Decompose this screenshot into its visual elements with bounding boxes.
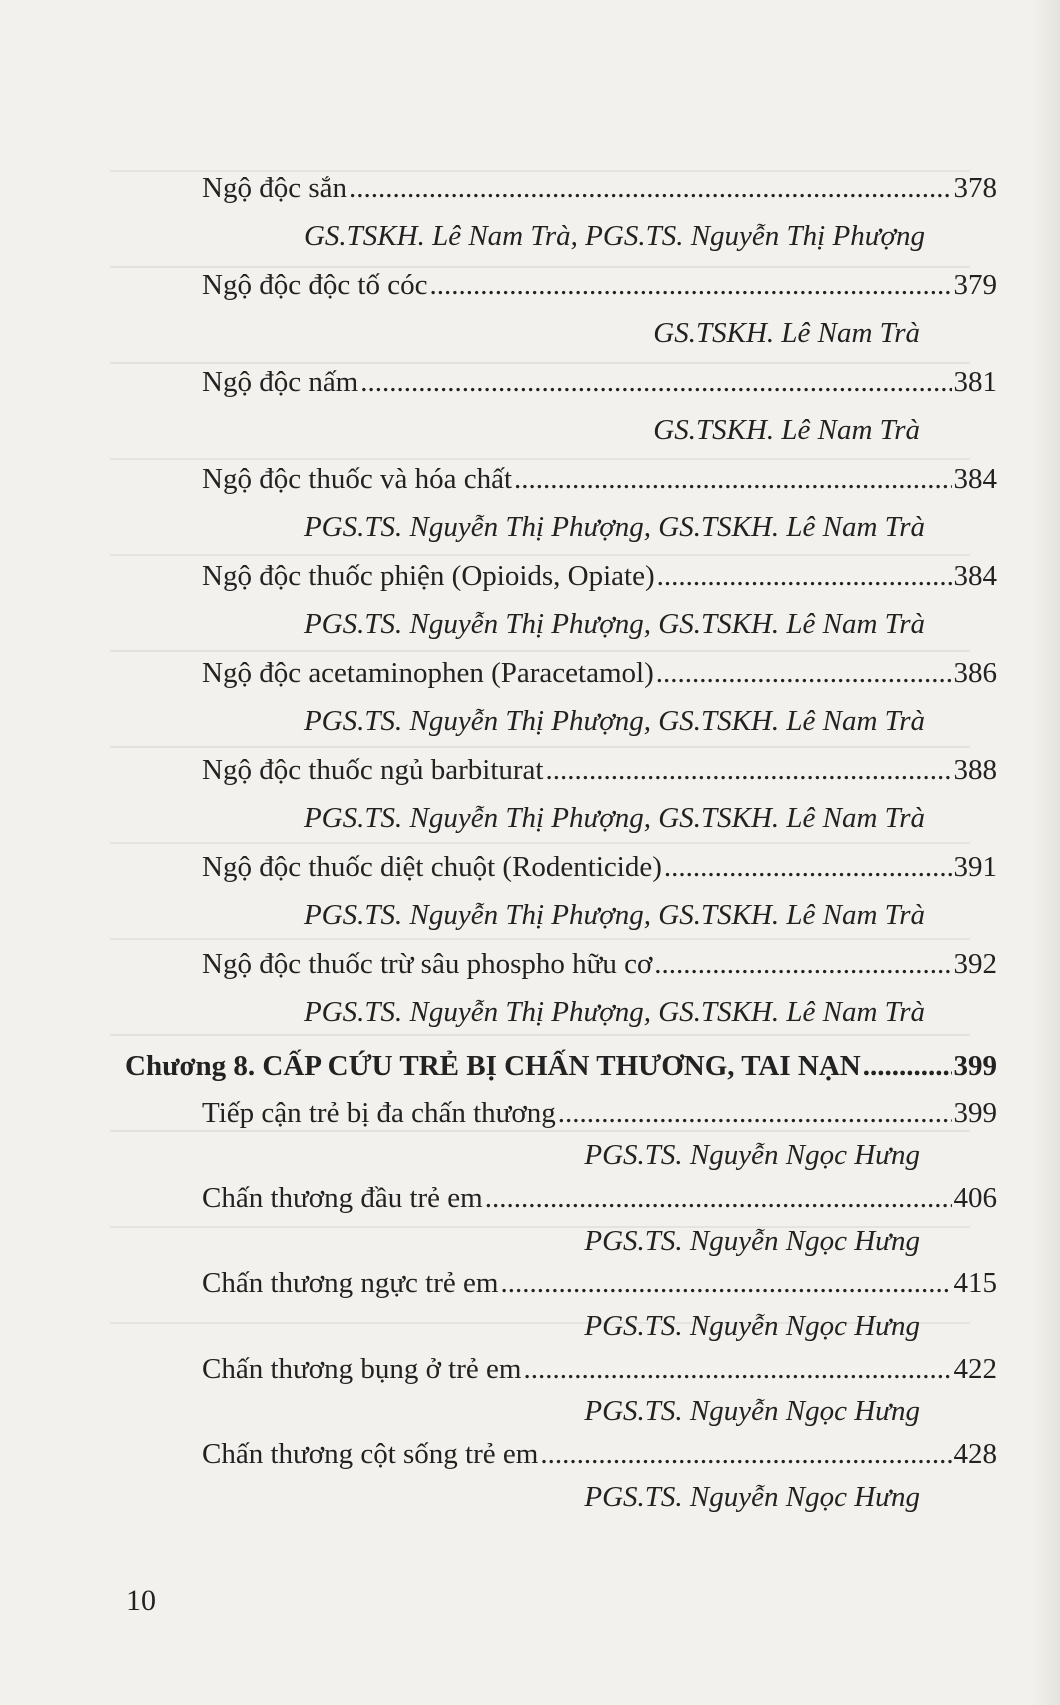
dot-leader: [657, 560, 952, 593]
entry-page: 415: [953, 1267, 997, 1299]
dot-leader: [558, 1097, 952, 1130]
entry-author: PGS.TS. Nguyễn Thị Phượng, GS.TSKH. Lê Nam Trà: [303, 899, 925, 931]
entry-author: PGS.TS. Nguyễn Ngọc Hưng: [584, 1139, 920, 1171]
entry-title: Chấn thương ngực trẻ em: [202, 1267, 499, 1299]
entry-author: PGS.TS. Nguyễn Thị Phượng, GS.TSKH. Lê Nam Trà: [303, 705, 925, 737]
dot-leader: [500, 1267, 951, 1300]
entry-title: Chấn thương bụng ở trẻ em: [202, 1353, 522, 1385]
entry-page: 379: [953, 269, 997, 301]
entry-title: Tiếp cận trẻ bị đa chấn thương: [202, 1097, 556, 1129]
entry-title: Ngộ độc độc tố cóc: [202, 269, 428, 301]
dot-leader: [430, 269, 952, 302]
dot-leader: [360, 366, 951, 399]
entry-author: PGS.TS. Nguyễn Ngọc Hưng: [584, 1395, 920, 1427]
entry-page: 388: [953, 754, 997, 786]
entry-title: Ngộ độc sắn: [202, 172, 347, 204]
entry-author: PGS.TS. Nguyễn Thị Phượng, GS.TSKH. Lê Nam Trà: [303, 608, 925, 640]
toc-entry: [202, 269, 997, 302]
entry-page: 391: [953, 851, 997, 883]
entry-author: PGS.TS. Nguyễn Thị Phượng, GS.TSKH. Lê Nam Trà: [303, 996, 925, 1028]
entry-author: PGS.TS. Nguyễn Ngọc Hưng: [584, 1310, 920, 1342]
dot-leader: [485, 1182, 952, 1215]
toc-entry: [202, 1438, 997, 1471]
entry-page: 384: [953, 560, 997, 592]
chapter-heading: [125, 1050, 997, 1083]
entry-page: 378: [953, 172, 997, 204]
dot-leader: [349, 172, 952, 205]
entry-title: Ngộ độc thuốc trừ sâu phospho hữu cơ: [202, 948, 653, 980]
dot-leader: [540, 1438, 951, 1471]
chapter-title: Chương 8. CẤP CỨU TRẺ BỊ CHẤN THƯƠNG, TAI NẠN: [125, 1050, 861, 1082]
entry-page: 384: [953, 463, 997, 495]
entry-title: Ngộ độc thuốc và hóa chất: [202, 463, 513, 495]
toc-entry: [202, 1353, 997, 1386]
entry-author: PGS.TS. Nguyễn Thị Phượng, GS.TSKH. Lê Nam Trà: [303, 511, 925, 543]
entry-page: 381: [953, 366, 997, 398]
toc-entry: [202, 1182, 997, 1215]
entry-author: PGS.TS. Nguyễn Thị Phượng, GS.TSKH. Lê Nam Trà: [303, 802, 925, 834]
dot-leader: [863, 1050, 952, 1083]
dot-leader: [656, 657, 952, 690]
chapter-page: 399: [953, 1050, 997, 1082]
toc-entry: [202, 657, 997, 690]
entry-author: PGS.TS. Nguyễn Ngọc Hưng: [584, 1481, 920, 1513]
dot-leader: [523, 1353, 951, 1386]
toc-entry: [202, 1097, 997, 1130]
entry-author: GS.TSKH. Lê Nam Trà: [653, 317, 920, 349]
entry-page: 406: [953, 1182, 997, 1214]
dot-leader: [514, 463, 951, 496]
entry-page: 392: [953, 948, 997, 980]
entry-title: Chấn thương đầu trẻ em: [202, 1182, 483, 1214]
dot-leader: [654, 948, 951, 981]
entry-page: 399: [953, 1097, 997, 1129]
entry-page: 422: [953, 1353, 997, 1385]
toc-entry: [202, 463, 997, 496]
entry-title: Chấn thương cột sống trẻ em: [202, 1438, 539, 1470]
toc-entry: [202, 1267, 997, 1300]
toc-entry: [202, 560, 997, 593]
entry-title: Ngộ độc acetaminophen (Paracetamol): [202, 657, 654, 689]
toc-entry: [202, 948, 997, 981]
toc-entry: [202, 172, 997, 205]
page-number: 10: [126, 1584, 156, 1617]
entry-title: Ngộ độc thuốc diệt chuột (Rodenticide): [202, 851, 662, 883]
entry-author: GS.TSKH. Lê Nam Trà: [653, 414, 920, 446]
entry-page: 428: [953, 1438, 997, 1470]
page-edge-shadow: [1032, 0, 1060, 1705]
entry-author: PGS.TS. Nguyễn Ngọc Hưng: [584, 1225, 920, 1257]
dot-leader: [664, 851, 952, 884]
dot-leader: [545, 754, 951, 787]
toc-entry: [202, 851, 997, 884]
entry-title: Ngộ độc thuốc ngủ barbiturat: [202, 754, 544, 786]
toc-entry: [202, 754, 997, 787]
toc-entry: [202, 366, 997, 399]
entry-title: Ngộ độc nấm: [202, 366, 359, 398]
entry-page: 386: [953, 657, 997, 689]
entry-title: Ngộ độc thuốc phiện (Opioids, Opiate): [202, 560, 655, 592]
entry-author: GS.TSKH. Lê Nam Trà, PGS.TS. Nguyễn Thị Phượng: [303, 220, 925, 252]
